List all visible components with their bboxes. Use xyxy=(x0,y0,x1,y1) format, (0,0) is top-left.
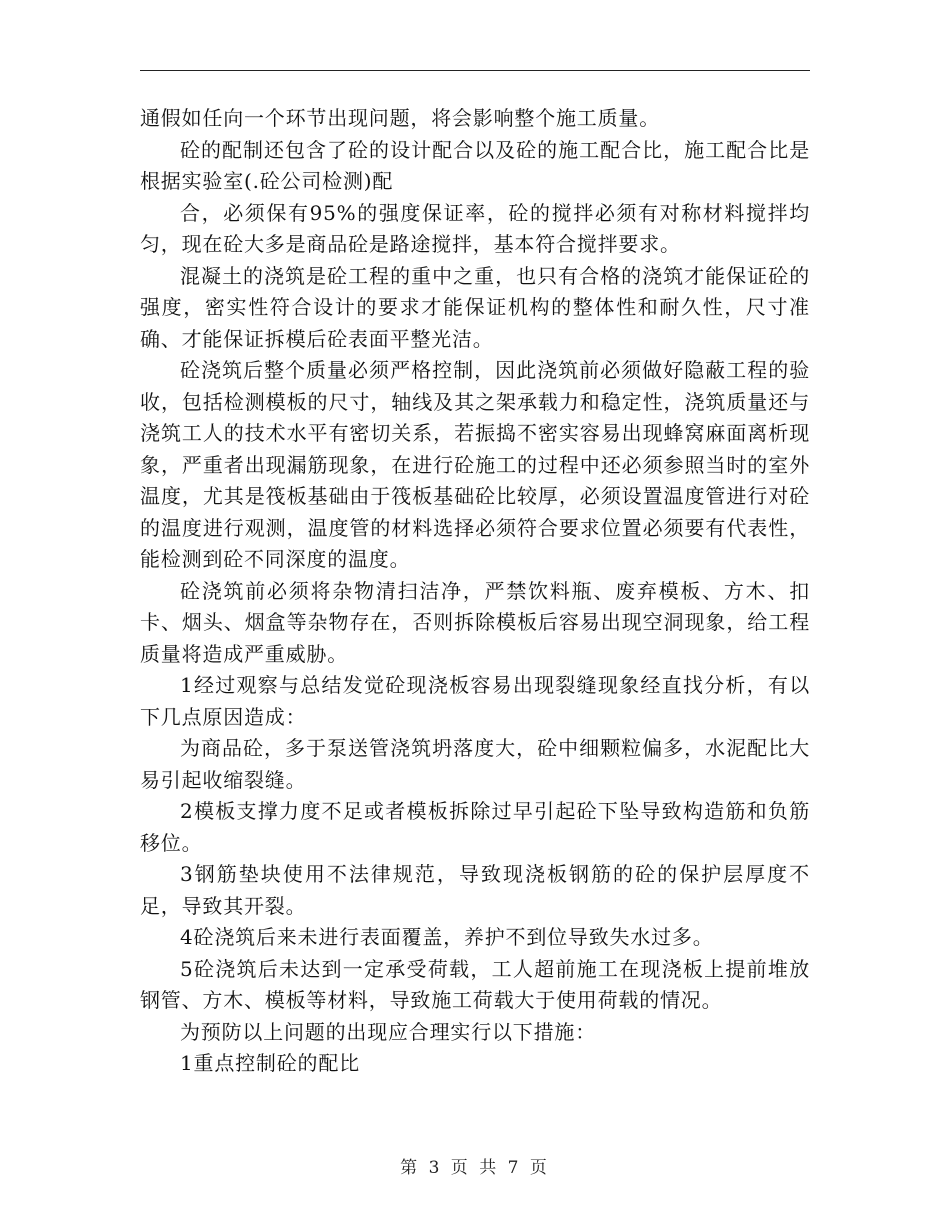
paragraph: 为预防以上问题的出现应合理实行以下措施： xyxy=(180,1019,596,1044)
document-body xyxy=(140,103,810,1080)
paragraph: 砼浇筑前必须将杂物清扫洁净，严禁饮料瓶、废弃模板、方木、扣卡、烟头、烟盒等杂物存在，否则拆除模板后容易出现空洞现象，给工程质量将造成严重威胁。 xyxy=(140,578,810,666)
paragraph: 2模板支撑力度不足或者模板拆除过早引起砼下坠导致构造筋和负筋移位。 xyxy=(140,799,810,855)
paragraph: 3钢筋垫块使用不法律规范，导致现浇板钢筋的砼的保护层厚度不足，导致其开裂。 xyxy=(140,862,810,918)
paragraph: 1经过观察与总结发觉砼现浇板容易出现裂缝现象经直找分析，有以下几点原因造成： xyxy=(140,673,810,729)
paragraph: 1重点控制砼的配比 xyxy=(180,1051,360,1075)
paragraph: 砼浇筑后整个质量必须严格控制，因此浇筑前必须做好隐蔽工程的验收，包括检测模板的尺寸，轴线及其之架承载力和稳定性，浇筑质量还与浇筑工人的技术水平有密切关系，若振捣不密实容易出现蜂窝麻面离析现象，严重者出现漏筋现象，在进行砼施工的过程中还必须参照当时的室外温度，尤其是筏板基础由于筏板基础砼比较厚，必须设置温度管进行对砼的温度进行观测，温度管的材料选择必须符合要求位置必须要有代表性，能检测到砼不同深度的温度。 xyxy=(140,358,810,571)
header-rule xyxy=(140,70,810,71)
paragraph: 4砼浇筑后来未进行表面覆盖，养护不到位导致失水过多。 xyxy=(180,925,714,949)
page-number: 第 3 页 共 7 页 xyxy=(400,1158,550,1178)
paragraph: 通假如任向一个环节出现问题，将会影响整个施工质量。 xyxy=(140,106,660,130)
paragraph: 混凝土的浇筑是砼工程的重中之重，也只有合格的浇筑才能保证砼的强度，密实性符合设计的要求才能保证机构的整体性和耐久性，尺寸准确、才能保证拆模后砼表面平整光洁。 xyxy=(140,263,810,351)
paragraph: 5砼浇筑后未达到一定承受荷载，工人超前施工在现浇板上提前堆放钢管、方木、模板等材料，导致施工荷载大于使用荷载的情况。 xyxy=(140,956,810,1012)
paragraph: 合，必须保有95%的强度保证率，砼的搅拌必须有对称材料搅拌均匀，现在砼大多是商品砼是路途搅拌，基本符合搅拌要求。 xyxy=(140,200,810,256)
paragraph: 砼的配制还包含了砼的设计配合以及砼的施工配合比，施工配合比是根据实验室(.砼公司检测)配 xyxy=(140,137,810,193)
paragraph: 为商品砼，多于泵送管浇筑坍落度大，砼中细颗粒偏多，水泥配比大易引起收缩裂缝。 xyxy=(140,736,810,792)
